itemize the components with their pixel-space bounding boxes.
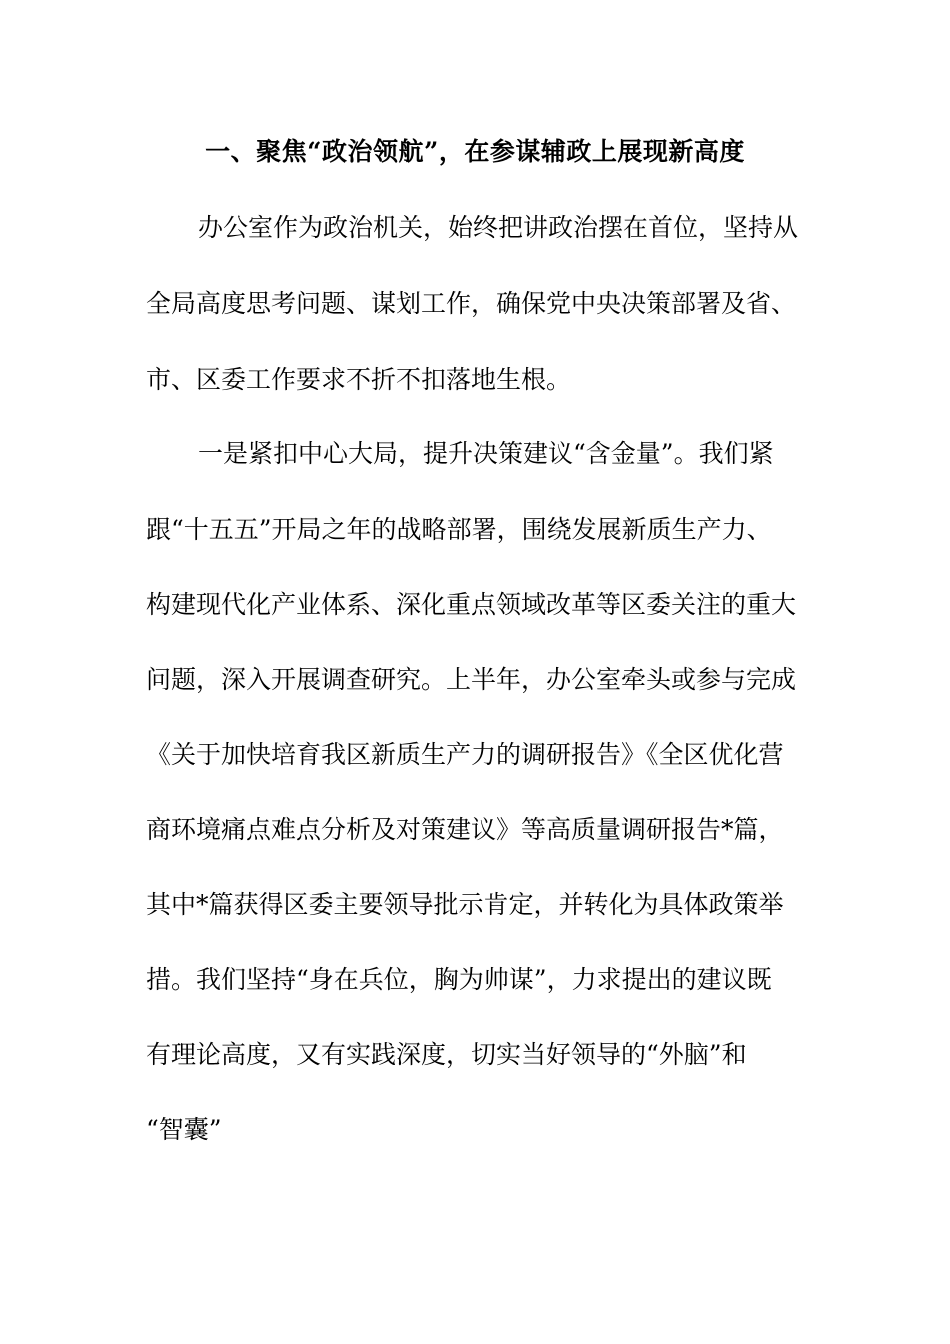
paragraph-2-line-1: 一是紧扣中心大局，提升决策建议“含金量”。我们紧 bbox=[198, 439, 774, 468]
paragraph-2-line-5: 《关于加快培育我区新质生产力的调研报告》《全区优化营 bbox=[146, 740, 784, 769]
paragraph-1-line-1: 办公室作为政治机关，始终把讲政治摆在首位，坚持从 bbox=[198, 213, 799, 242]
paragraph-2-line-7: 其中*篇获得区委主要领导批示肯定，并转化为具体政策举 bbox=[146, 890, 784, 919]
paragraph-2-line-4: 问题，深入开展调查研究。上半年，办公室牵头或参与完成 bbox=[146, 665, 797, 694]
paragraph-2-line-9: 有理论高度，又有实践深度，切实当好领导的“外脑”和 bbox=[146, 1040, 747, 1069]
paragraph-2-line-6: 商环境痛点难点分析及对策建议》等高质量调研报告*篇， bbox=[146, 815, 784, 844]
paragraph-1-line-2: 全局高度思考问题、谋划工作，确保党中央决策部署及省、 bbox=[146, 289, 797, 318]
paragraph-2-line-3: 构建现代化产业体系、深化重点领域改革等区委关注的重大 bbox=[146, 590, 797, 619]
paragraph-1-line-3: 市、区委工作要求不折不扣落地生根。 bbox=[146, 365, 572, 394]
paragraph-2-line-10: “智囊” bbox=[146, 1115, 222, 1144]
paragraph-2-line-2: 跟“十五五”开局之年的战略部署，围绕发展新质生产力、 bbox=[146, 515, 772, 544]
section-heading: 一、聚焦“政治领航”，在参谋辅政上展现新高度 bbox=[205, 137, 745, 166]
paragraph-2-line-8: 措。我们坚持“身在兵位，胸为帅谋”，力求提出的建议既 bbox=[146, 965, 772, 994]
